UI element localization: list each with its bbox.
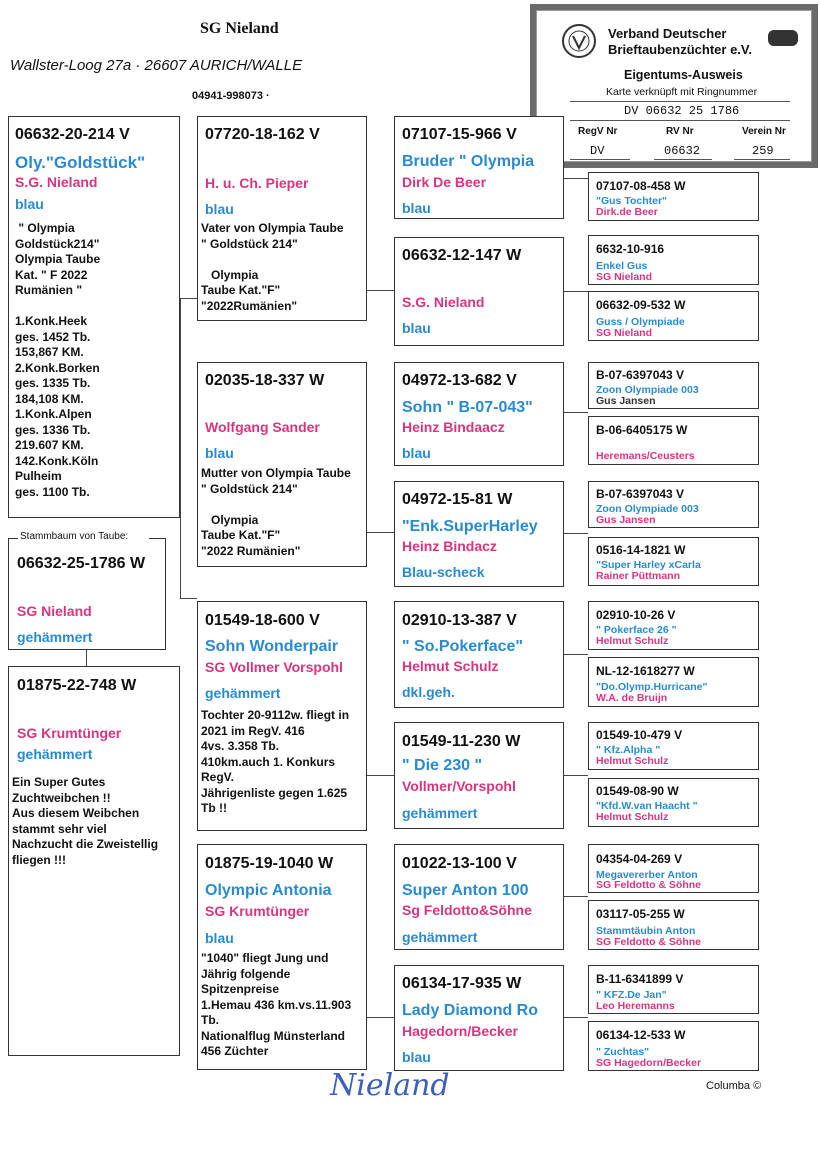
gen3-card-6[interactable]	[394, 844, 564, 950]
gen4-ring: 01549-10-479 V	[596, 728, 683, 742]
gen4-owner: SG Feldotto & Söhne	[596, 936, 701, 948]
pigeon-caption: Stammbaum von Taube:	[20, 531, 129, 542]
gen3-ring: 06134-17-935 W	[402, 975, 522, 992]
gen4-card-0[interactable]	[588, 172, 759, 221]
gen4-owner: Dirk.de Beer	[596, 206, 658, 218]
card-col2-value: 06632	[664, 144, 701, 158]
gen2-sd-note: Mutter von Olympia Taube " Goldstück 214" Olympia Taube Kat."F" "2022 Rumänien"	[201, 466, 351, 558]
gen3-card-1[interactable]	[394, 237, 564, 346]
signature: Nieland	[330, 1068, 450, 1103]
gen3-ring: 01022-13-100 V	[402, 855, 517, 872]
gen4-owner: Helmut Schulz	[596, 635, 669, 647]
gen4-ring: 01549-08-90 W	[596, 784, 679, 798]
dam-ring: 01875-22-748 W	[17, 677, 137, 694]
gen4-owner: SG Feldotto & Söhne	[596, 879, 701, 891]
gen4-owner: Helmut Schulz	[596, 755, 669, 767]
pigeon-owner: SG Nieland	[17, 603, 92, 619]
dam-owner: SG Krumtünger	[17, 725, 122, 741]
card-col3-label: Verein Nr	[742, 126, 786, 137]
sire-note: " Olympia Goldstück214" Olympia Taube Kat. " F 2022 Rumänien " 1.Konk.Heek ges. 1452 Tb. 153,867 KM. 2.Konk.Borken ges. 1335 Tb. 184,108 KM. 1.Konk.Alpen ges. 1336 Tb. 219.607 KM. 142.Konk.Köln Pulheim ges. 1100 Tb.	[15, 221, 101, 499]
gen4-name: "Super Harley xCarla	[596, 559, 701, 571]
gen3-card-7[interactable]	[394, 965, 564, 1071]
card-ring: DV 06632 25 1786	[624, 104, 740, 118]
gen4-card-14[interactable]	[588, 1021, 759, 1071]
card-col3-value: 259	[752, 144, 774, 158]
breeder-title: SG Nieland	[200, 20, 279, 37]
gen4-ring: B-11-6341899 V	[596, 972, 684, 986]
gen2-dd-ring: 01875-19-1040 W	[205, 855, 334, 872]
gen3-color: dkl.geh.	[402, 684, 455, 700]
gen2-ds-name: Sohn Wonderpair	[205, 638, 339, 655]
gen4-owner: Heremans/Ceusters	[596, 450, 695, 462]
gen2-dd-card[interactable]	[197, 844, 367, 1070]
gen3-owner: Helmut Schulz	[402, 658, 499, 674]
gen4-ring: 06632-09-532 W	[596, 298, 686, 312]
gen3-color: gehämmert	[402, 929, 478, 945]
gen4-owner: W.A. de Bruijn	[596, 692, 668, 704]
gen4-name: Megavererber Anton	[596, 869, 698, 881]
sire-name: Oly."Goldstück"	[15, 153, 146, 172]
gen2-ss-color: blau	[205, 201, 234, 217]
gen3-owner: Vollmer/Vorspohl	[402, 778, 516, 794]
gen4-name: " KFZ.De Jan"	[596, 989, 667, 1001]
gen3-owner: Sg Feldotto&Söhne	[402, 902, 532, 918]
gen2-ss-owner: H. u. Ch. Pieper	[205, 175, 309, 191]
gen3-owner: Hagedorn/Becker	[402, 1023, 518, 1039]
gen4-name: Zoon Olympiade 003	[596, 503, 699, 515]
gen3-card-0[interactable]	[394, 116, 564, 219]
gen3-ring: 02910-13-387 V	[402, 612, 517, 629]
gen4-name: Zoon Olympiade 003	[596, 384, 699, 396]
gen4-card-13[interactable]	[588, 965, 759, 1014]
gen4-ring: 0516-14-1821 W	[596, 543, 686, 557]
gen3-name: " Die 230 "	[402, 757, 483, 774]
gen4-name: "Gus Tochter"	[596, 195, 668, 207]
gen4-owner: Leo Heremanns	[596, 1000, 675, 1012]
gen2-sd-card[interactable]	[197, 362, 367, 567]
gen4-name: Guss / Olympiade	[596, 316, 685, 328]
card-col2-label: RV Nr	[666, 126, 694, 137]
org-name-1: Verband Deutscher	[608, 26, 727, 41]
gen2-sd-color: blau	[205, 445, 234, 461]
gen4-card-6[interactable]	[588, 537, 759, 586]
gen4-card-10[interactable]	[588, 778, 759, 827]
gen4-card-5[interactable]	[588, 481, 759, 528]
gen4-card-7[interactable]	[588, 601, 759, 650]
gen4-owner: SG Hagedorn/Becker	[596, 1057, 702, 1069]
gen4-owner: Helmut Schulz	[596, 811, 669, 823]
gen4-card-2[interactable]	[588, 291, 759, 341]
gen3-owner: Dirk De Beer	[402, 174, 487, 190]
gen2-sd-ring: 02035-18-337 W	[205, 372, 325, 389]
ownership-card	[530, 4, 818, 168]
gen3-ring: 04972-13-682 V	[402, 372, 517, 389]
gen4-card-3[interactable]	[588, 362, 759, 409]
gen3-name: Lady Diamond Ro	[402, 1002, 539, 1019]
gen2-dd-note: "1040" fliegt Jung und Jährig folgende Spitzenpreise 1.Hemau 436 km.vs.11.903 Tb. Nationalflug Münsterland 456 Züchter	[201, 951, 352, 1058]
gen4-ring: NL-12-1618277 W	[596, 664, 695, 678]
footer-credit: Columba ©	[706, 1080, 762, 1092]
gen3-color: blau	[402, 445, 431, 461]
gen4-owner: Gus Jansen	[596, 514, 656, 526]
gen3-ring: 06632-12-147 W	[402, 247, 522, 264]
gen3-name: Super Anton 100	[402, 882, 529, 899]
gen4-ring: 6632-10-916	[596, 242, 665, 256]
gen2-ss-card[interactable]	[197, 116, 367, 321]
gen4-name: Stammtäubin Anton	[596, 925, 696, 937]
gen3-color: blau	[402, 320, 431, 336]
gen4-ring: 03117-05-255 W	[596, 907, 685, 921]
gen3-owner: S.G. Nieland	[402, 294, 485, 310]
gen4-owner: SG Nieland	[596, 327, 653, 339]
gen2-ds-owner: SG Vollmer Vorspohl	[205, 659, 343, 675]
card-title: Eigentums-Ausweis	[624, 68, 743, 82]
gen3-color: blau	[402, 200, 431, 216]
pigeon-card[interactable]	[8, 538, 166, 650]
card-col1-label: RegV Nr	[578, 126, 618, 137]
gen3-card-4[interactable]	[394, 601, 564, 708]
gen4-card-8[interactable]	[588, 657, 759, 707]
gen2-dd-color: blau	[205, 930, 234, 946]
gen2-ds-note: Tochter 20-9112w. fliegt in 2021 im RegV. 416 4vs. 3.358 Tb. 410km.auch 1. Konkurs RegV. Jährigenliste gegen 1.625 Tb !!	[201, 708, 350, 815]
sire-owner: S.G. Nieland	[15, 174, 98, 190]
gen3-ring: 07107-15-966 V	[402, 126, 517, 143]
gen4-ring: 07107-08-458 W	[596, 179, 686, 193]
gen2-ss-ring: 07720-18-162 V	[205, 126, 320, 143]
gen4-owner: Rainer Püttmann	[596, 570, 681, 582]
dam-card[interactable]	[8, 666, 180, 1056]
gen4-ring: 04354-04-269 V	[596, 852, 683, 866]
pigeon-ring: 06632-25-1786 W	[17, 555, 146, 572]
card-subtitle: Karte verknüpft mit Ringnummer	[606, 86, 758, 98]
gen2-dd-owner: SG Krumtünger	[205, 903, 310, 919]
gen3-card-3[interactable]	[394, 481, 564, 587]
gen3-name: "Enk.SuperHarley	[402, 518, 538, 535]
gen4-owner: Gus Jansen	[596, 395, 656, 407]
gen2-ds-color: gehämmert	[205, 685, 281, 701]
gen2-sd-owner: Wolfgang Sander	[205, 419, 320, 435]
gen4-card-4[interactable]	[588, 416, 759, 465]
dam-color: gehämmert	[17, 746, 93, 762]
gen2-ds-ring: 01549-18-600 V	[205, 612, 320, 629]
gen3-card-2[interactable]	[394, 362, 564, 466]
breeder-address: Wallster-Loog 27a · 26607 AURICH/WALLE	[10, 57, 303, 74]
gen3-name: " So.Pokerface"	[402, 638, 523, 655]
gen4-owner: SG Nieland	[596, 271, 653, 283]
gen2-ds-card[interactable]	[197, 601, 367, 831]
gen2-dd-name: Olympic Antonia	[205, 882, 332, 899]
gen4-card-1[interactable]	[588, 235, 759, 285]
gen3-name: Bruder " Olympia	[402, 153, 535, 170]
card-col1-value: DV	[590, 144, 605, 158]
gen4-name: "Do.Olymp.Hurricane"	[596, 681, 708, 693]
gen3-ring: 04972-15-81 W	[402, 491, 513, 508]
gen4-card-12[interactable]	[588, 900, 759, 950]
gen3-color: blau	[402, 1049, 431, 1065]
sire-ring: 06632-20-214 V	[15, 126, 130, 143]
vdb-logo	[562, 24, 596, 58]
dam-note: Ein Super Gutes Zuchtweibchen !! Aus diesem Weibchen stammt sehr viel Nachzucht die Zweistellig fliegen !!!	[12, 775, 159, 867]
breeder-phone: 04941-998073 ·	[192, 90, 270, 102]
gen4-name: " Kfz.Alpha "	[596, 744, 661, 756]
gen3-ring: 01549-11-230 W	[402, 733, 521, 750]
gen4-ring: 02910-10-26 V	[596, 608, 676, 622]
gen3-name: Sohn " B-07-043"	[402, 399, 533, 416]
gen4-name: "Kfd.W.van Haacht "	[596, 800, 698, 812]
flag-icon	[768, 30, 798, 46]
gen3-owner: Heinz Bindaacz	[402, 419, 505, 435]
gen4-ring: B-06-6405175 W	[596, 423, 688, 437]
gen4-name: Enkel Gus	[596, 260, 648, 272]
gen4-ring: B-07-6397043 V	[596, 368, 685, 382]
sire-card[interactable]	[8, 116, 180, 518]
gen4-name: " Zuchtas"	[596, 1046, 650, 1058]
gen4-card-9[interactable]	[588, 722, 759, 770]
gen4-ring: B-07-6397043 V	[596, 487, 685, 501]
sire-color: blau	[15, 196, 44, 212]
gen4-ring: 06134-12-533 W	[596, 1028, 686, 1042]
gen3-card-5[interactable]	[394, 722, 564, 829]
gen3-color: Blau-scheck	[402, 564, 485, 580]
gen2-ss-note: Vater von Olympia Taube " Goldstück 214" Olympia Taube Kat."F" "2022Rumänien"	[201, 221, 344, 313]
gen4-card-11[interactable]	[588, 844, 759, 893]
org-name-2: Brieftaubenzüchter e.V.	[608, 42, 753, 57]
gen3-color: gehämmert	[402, 805, 478, 821]
gen3-owner: Heinz Bindacz	[402, 538, 497, 554]
gen4-name: " Pokerface 26 "	[596, 624, 677, 636]
pigeon-color: gehämmert	[17, 629, 93, 645]
